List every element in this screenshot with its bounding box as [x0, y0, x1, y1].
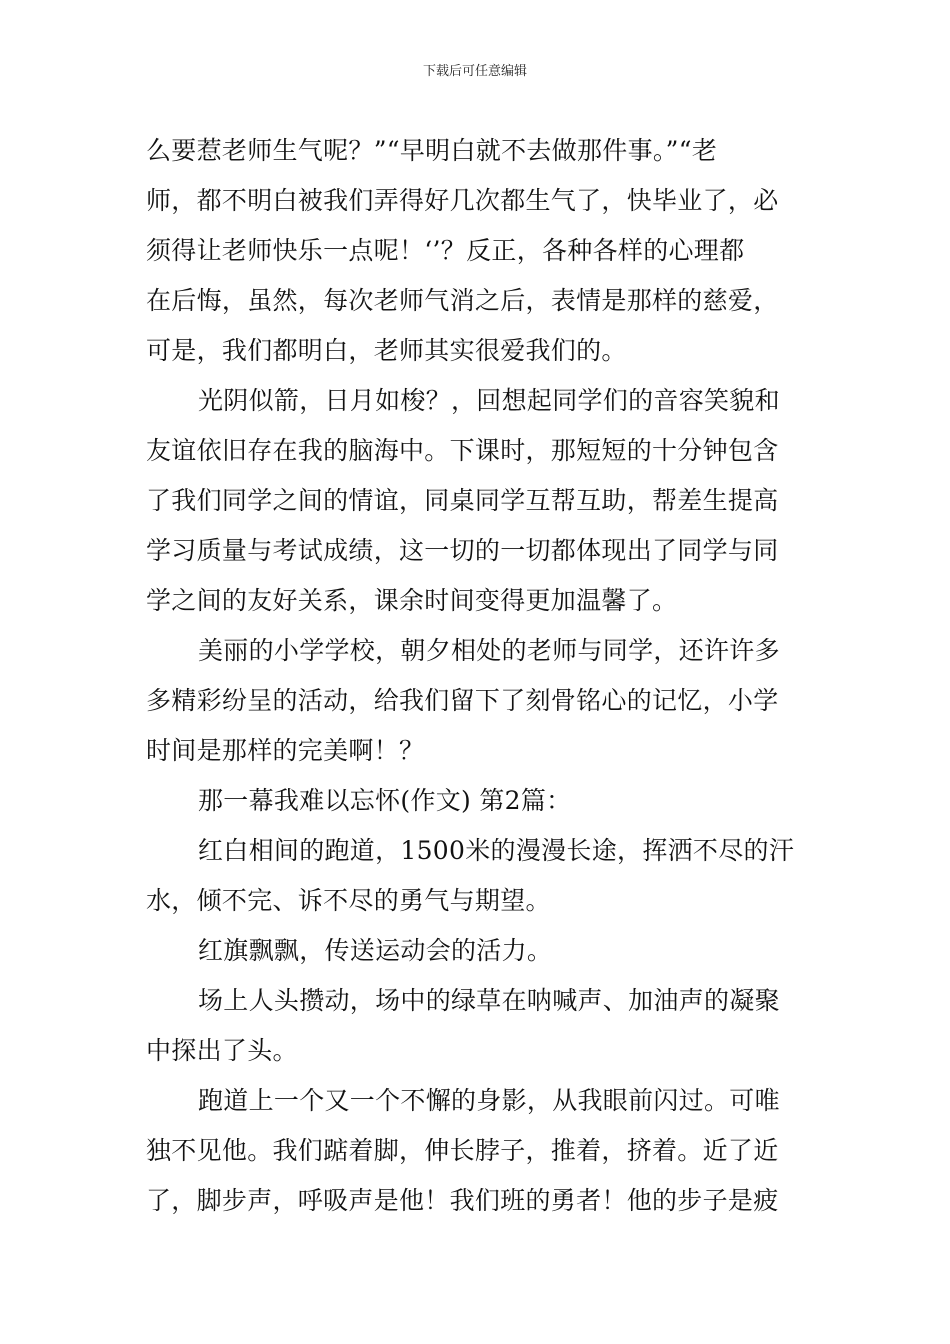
text-line: 在后悔，虽然，每次老师气消之后，表情是那样的慈爱， [146, 286, 779, 315]
text-line: 独不见他。我们踮着脚，伸长脖子，推着，挤着。近了近 [146, 1136, 779, 1165]
text-line: 了我们同学之间的情谊，同桌同学互帮互助，帮差生提高 [146, 486, 779, 515]
paragraph-start-line: 美丽的小学学校，朝夕相处的老师与同学，还许许多 [198, 636, 780, 665]
text-line: 多精彩纷呈的活动，给我们留下了刻骨铭心的记忆，小学 [146, 686, 779, 715]
page-header: 下载后可任意编辑 [422, 64, 527, 79]
text-line: 师，都不明白被我们弄得好几次都生气了，快毕业了，必 [146, 186, 779, 215]
paragraph-start-line: 光阴似箭，日月如梭？，回想起同学们的音容笑貌和 [198, 386, 780, 415]
paragraph-start-line: 红白相间的跑道，1500米的漫漫长途，挥洒不尽的汗 [198, 836, 795, 865]
text-line: 了，脚步声，呼吸声是他！我们班的勇者！他的步子是疲 [146, 1186, 779, 1215]
text-line: 须得让老师快乐一点呢！‘’？反正，各种各样的心理都 [146, 236, 745, 265]
text-line: 水，倾不完、诉不尽的勇气与期望。 [146, 886, 551, 915]
section-title-line: 那一幕我难以忘怀(作文) 第2篇： [198, 786, 572, 815]
text-line: 中探出了头。 [146, 1036, 298, 1065]
text-line: 可是，我们都明白，老师其实很爱我们的。 [146, 336, 627, 365]
text-line: 学习质量与考试成绩，这一切的一切都体现出了同学与同 [146, 536, 779, 565]
document-body [146, 126, 806, 1226]
paragraph-start-line: 红旗飘飘，传送运动会的活力。 [198, 936, 553, 965]
text-line: 友谊依旧存在我的脑海中。下课时，那短短的十分钟包含 [146, 436, 779, 465]
text-line: 学之间的友好关系，课余时间变得更加温馨了。 [146, 586, 678, 615]
text-line: 时间是那样的完美啊！？ [146, 736, 425, 765]
text-line: 么要惹老师生气呢？”“早明白就不去做那件事。”“老 [146, 136, 718, 165]
paragraph-start-line: 场上人头攒动，场中的绿草在呐喊声、加油声的凝聚 [198, 986, 780, 1015]
paragraph-start-line: 跑道上一个又一个不懈的身影，从我眼前闪过。可唯 [198, 1086, 780, 1115]
